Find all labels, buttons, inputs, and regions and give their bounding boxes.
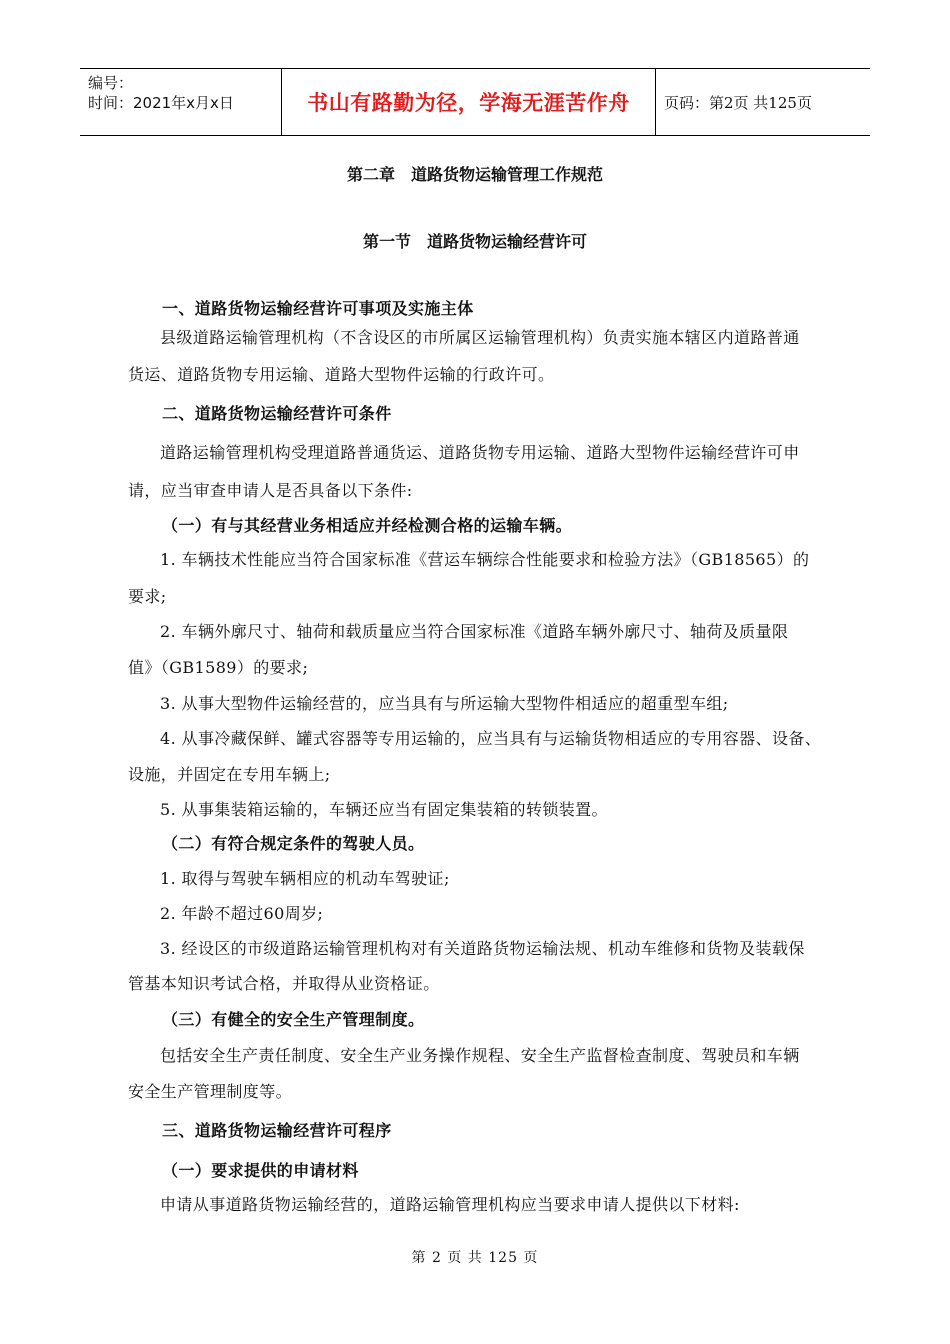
list-item: 1. 车辆技术性能应当符合国家标准《营运车辆综合性能要求和检验方法》（GB18565）的 [160,550,810,569]
heading-3: 三、道路货物运输经营许可程序 [162,1121,392,1140]
number-label: 编号： [88,74,134,92]
list-item-continuation: 设施，并固定在专用车辆上; [128,765,331,784]
subheading-4: （一）要求提供的申请材料 [162,1161,359,1180]
heading-2: 二、道路货物运输经营许可条件 [162,404,392,423]
page-footer: 第 2 页 共 125 页 [411,1250,539,1266]
list-item: 1. 取得与驾驶车辆相应的机动车驾驶证; [160,869,450,888]
page-header [80,68,870,136]
header-motto-cell [281,69,656,135]
paragraph-line: 道路运输管理机构受理道路普通货运、道路货物专用运输、道路大型物件运输经营许可申 [160,443,800,462]
paragraph-line: 货运、道路货物专用运输、道路大型物件运输的行政许可。 [128,365,555,384]
chapter-title: 第二章 道路货物运输管理工作规范 [346,165,603,184]
motto-text: 书山有路勤为径，学海无涯苦作舟 [307,91,630,115]
subheading-3: （三）有健全的安全生产管理制度。 [162,1010,425,1029]
subheading-1: （一）有与其经营业务相适应并经检测合格的运输车辆。 [162,516,573,535]
subheading-2: （二）有符合规定条件的驾驶人员。 [162,834,425,853]
list-item: 4. 从事冷藏保鲜、罐式容器等专用运输的，应当具有与运输货物相适应的专用容器、设备、 [160,729,822,748]
list-item-continuation: 管基本知识考试合格，并取得从业资格证。 [128,974,440,993]
list-item: 2. 年龄不超过60周岁; [160,904,324,923]
list-item-continuation: 要求; [128,587,167,606]
page-code-text: 页码：第2页 共125页 [664,93,812,112]
header-page-code [656,69,870,135]
list-item-continuation: 值》（GB1589）的要求; [128,658,309,677]
list-item: 3. 从事大型物件运输经营的，应当具有与所运输大型物件相适应的超重型车组; [160,694,729,713]
paragraph-line: 包括安全生产责任制度、安全生产业务操作规程、安全生产监督检查制度、驾驶员和车辆 [160,1046,800,1065]
section-title: 第一节 道路货物运输经营许可 [362,232,587,251]
list-item: 3. 经设区的市级道路运输管理机构对有关道路货物运输法规、机动车维修和货物及装载保 [160,939,805,958]
list-item: 5. 从事集装箱运输的，车辆还应当有固定集装箱的转锁装置。 [160,800,608,819]
list-item: 2. 车辆外廓尺寸、轴荷和载质量应当符合国家标准《道路车辆外廓尺寸、轴荷及质量限 [160,622,789,641]
time-label: 时间：2021年x月x日 [88,94,234,112]
heading-1: 一、道路货物运输经营许可事项及实施主体 [162,299,474,318]
paragraph-line: 请，应当审查申请人是否具备以下条件: [128,481,413,500]
paragraph-line: 安全生产管理制度等。 [128,1082,293,1101]
header-meta [80,69,281,135]
paragraph-line: 县级道路运输管理机构（不含设区的市所属区运输管理机构）负责实施本辖区内道路普通 [160,328,800,347]
paragraph-line: 申请从事道路货物运输经营的，道路运输管理机构应当要求申请人提供以下材料: [160,1195,740,1214]
